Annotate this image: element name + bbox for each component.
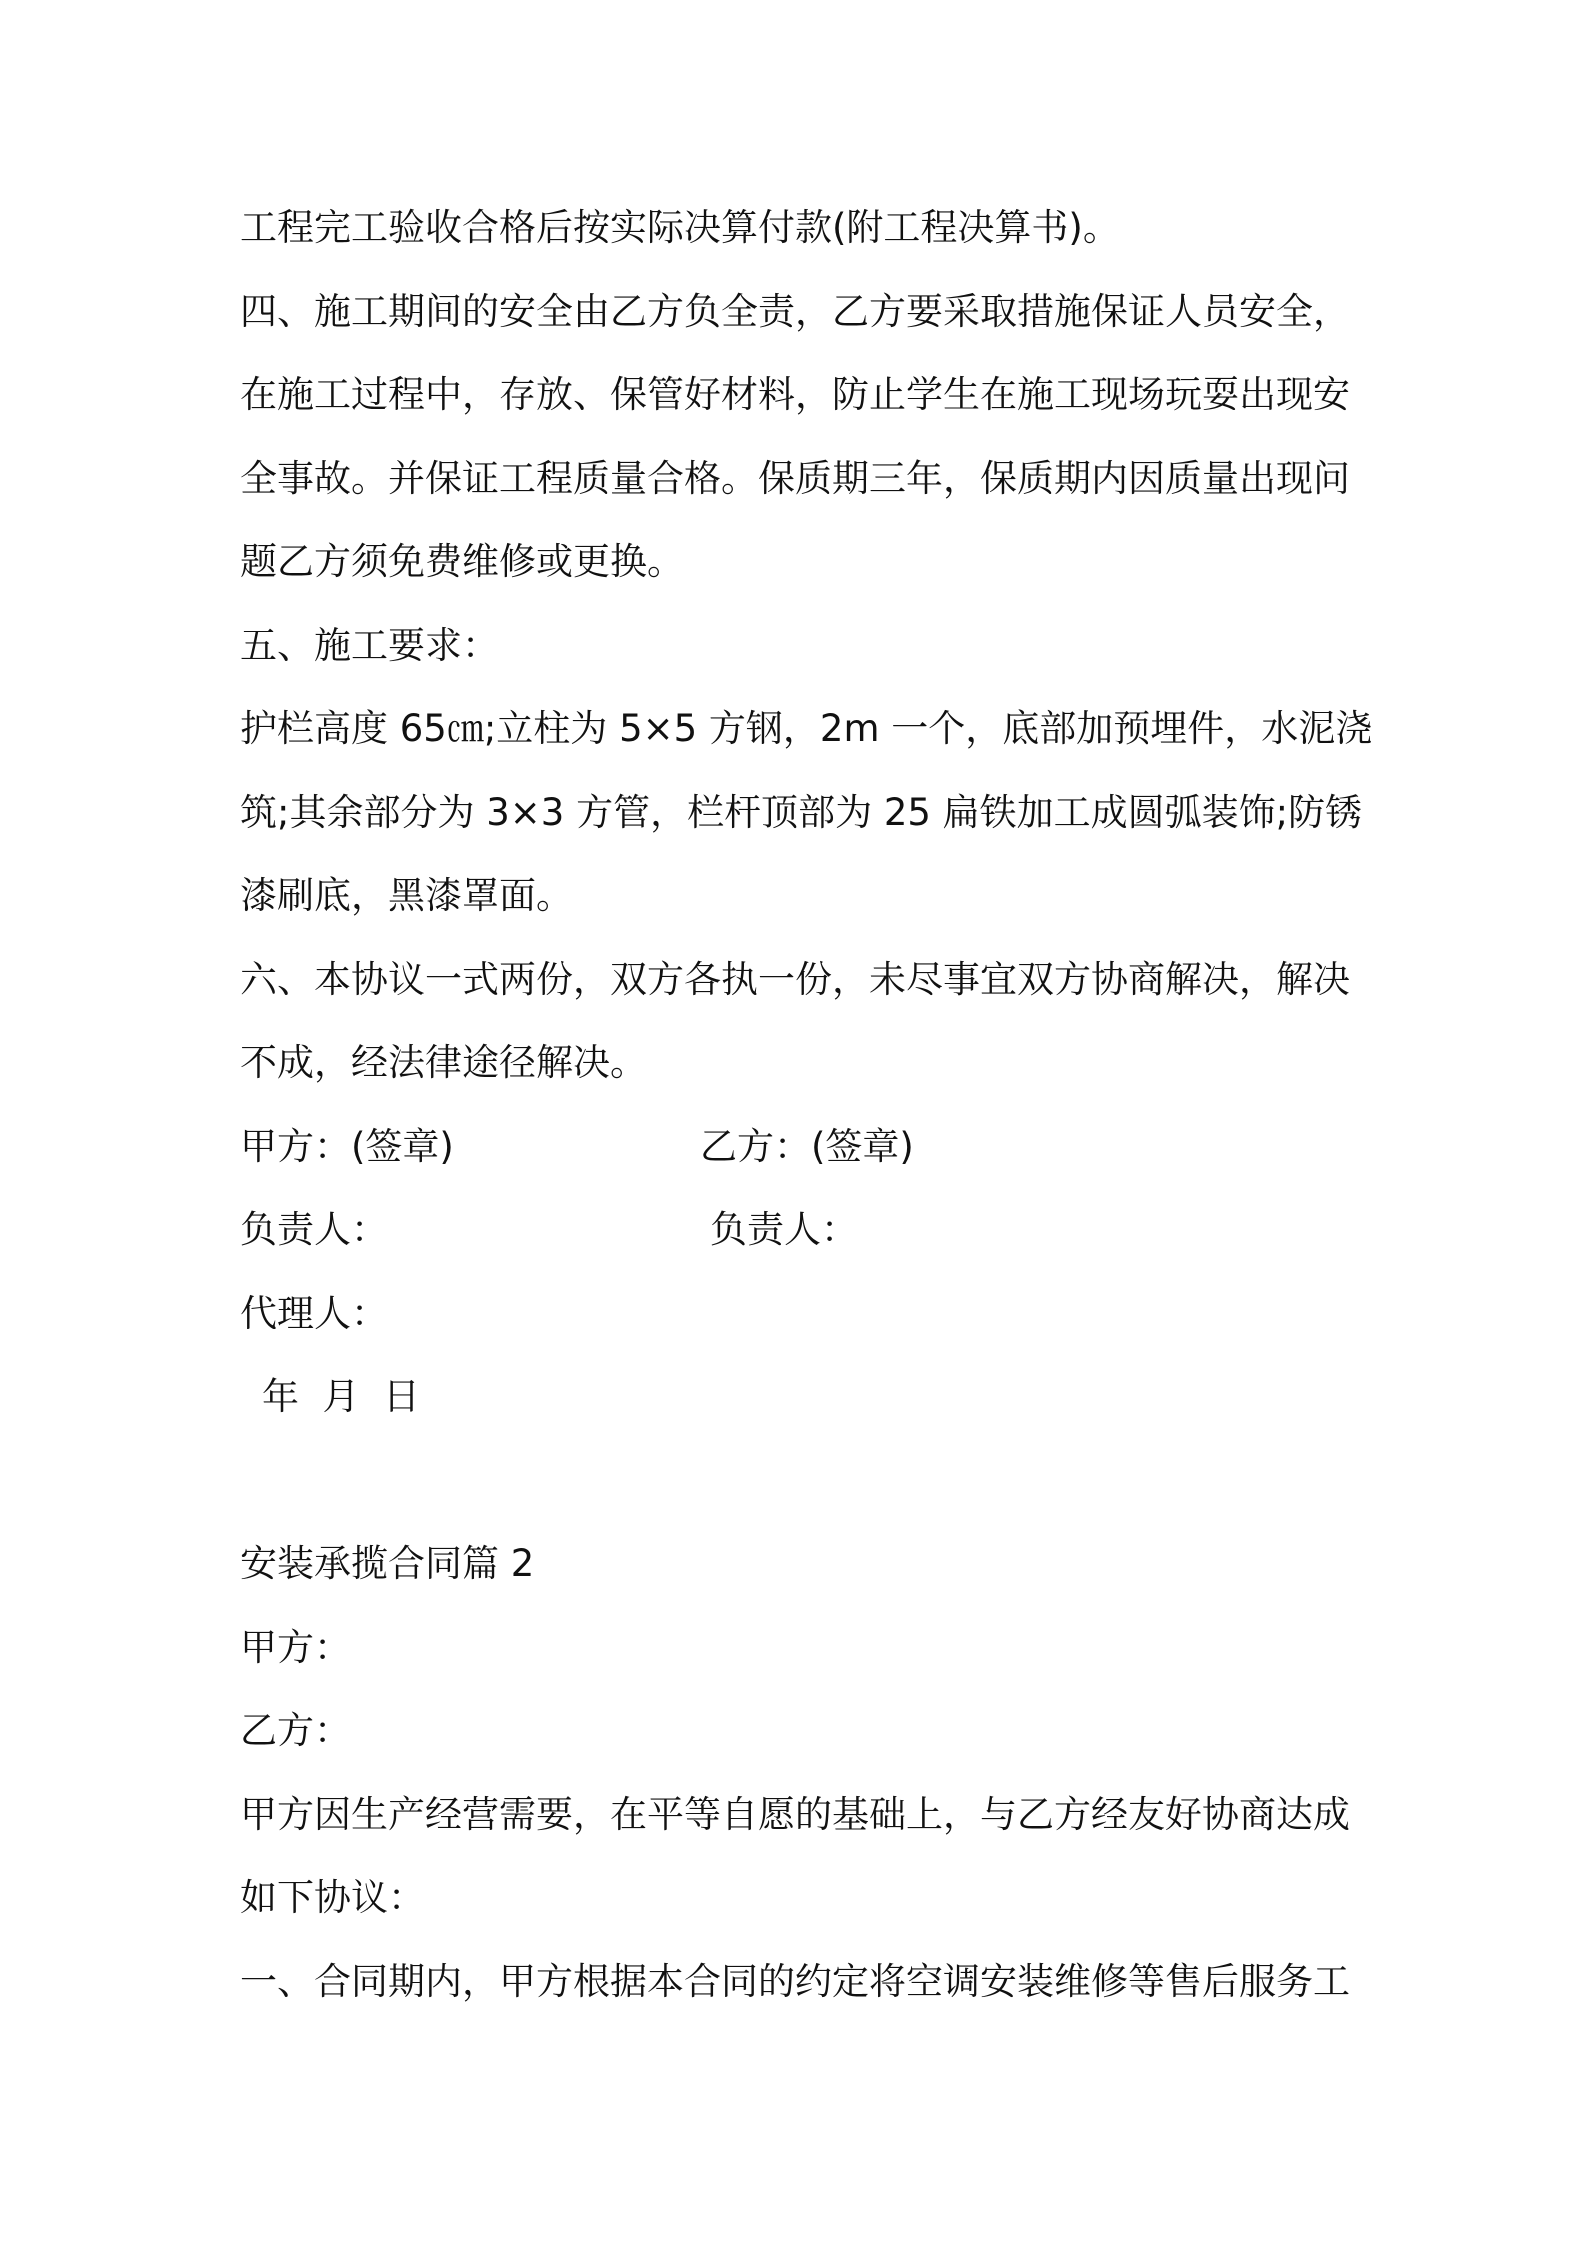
paragraph-line: 漆刷底，黑漆罩面。	[240, 874, 573, 917]
paragraph-line: 不成，经法律途径解决。	[240, 1041, 647, 1084]
section2-party-b: 乙方：	[240, 1709, 351, 1752]
signature-date: 年 月 日	[262, 1375, 421, 1418]
section-heading: 五、施工要求：	[240, 624, 499, 667]
paragraph-line: 全事故。并保证工程质量合格。保质期三年，保质期内因质量出现问	[240, 457, 1350, 500]
paragraph-line: 如下协议：	[240, 1876, 425, 1919]
signature-agent: 代理人：	[240, 1292, 388, 1335]
paragraph-line: 护栏高度 65㎝;立柱为 5×5 方钢，2m 一个，底部加预埋件，水泥浇	[240, 707, 1373, 750]
signature-party-b: 乙方：(签章)	[700, 1125, 914, 1168]
section2-title: 安装承揽合同篇 2	[240, 1542, 535, 1585]
paragraph-line: 四、施工期间的安全由乙方负全责，乙方要采取措施保证人员安全，	[240, 290, 1350, 333]
paragraph-line: 一、合同期内，甲方根据本合同的约定将空调安装维修等售后服务工	[240, 1960, 1350, 2003]
paragraph-line: 甲方因生产经营需要，在平等自愿的基础上，与乙方经友好协商达成	[240, 1793, 1350, 1836]
paragraph-line: 在施工过程中，存放、保管好材料，防止学生在施工现场玩耍出现安	[240, 373, 1350, 416]
signature-responsible-b: 负责人：	[710, 1208, 858, 1251]
signature-responsible-a: 负责人：	[240, 1208, 388, 1251]
paragraph-line: 工程完工验收合格后按实际决算付款(附工程决算书)。	[240, 206, 1120, 249]
paragraph-line: 题乙方须免费维修或更换。	[240, 540, 684, 583]
section2-party-a: 甲方：	[240, 1626, 351, 1669]
paragraph-line: 筑;其余部分为 3×3 方管，栏杆顶部为 25 扁铁加工成圆弧装饰;防锈	[240, 791, 1363, 834]
signature-party-a: 甲方：(签章)	[240, 1125, 454, 1168]
paragraph-line: 六、本协议一式两份，双方各执一份，未尽事宜双方协商解决，解决	[240, 958, 1350, 1001]
